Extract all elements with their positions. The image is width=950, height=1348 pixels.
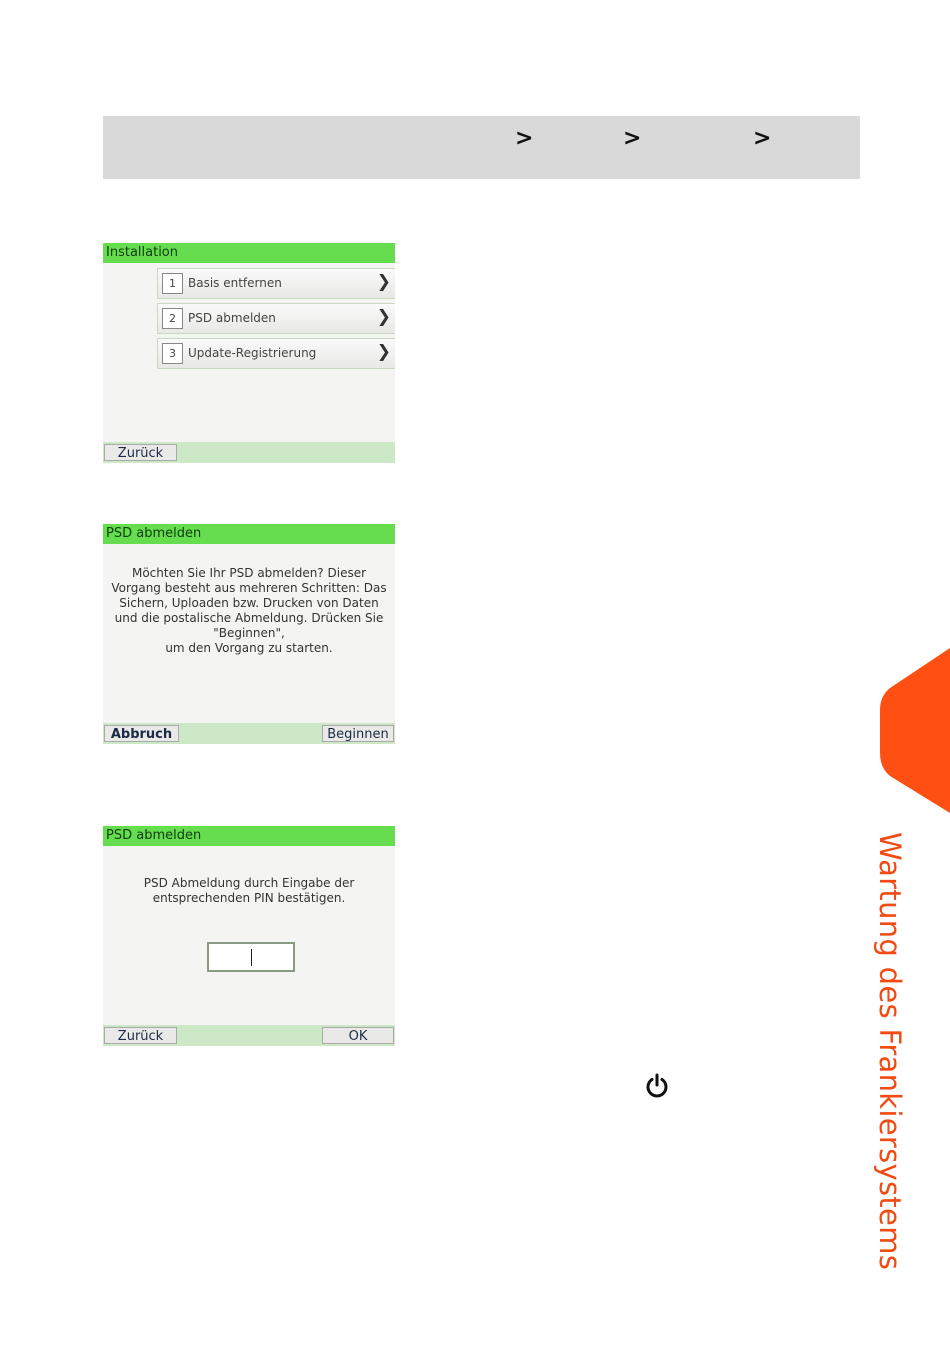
breadcrumb-separator: > bbox=[623, 126, 642, 151]
menu-number: 2 bbox=[162, 308, 183, 329]
chevron-right-icon: ❯ bbox=[376, 342, 391, 362]
menu-label: PSD abmelden bbox=[188, 311, 276, 325]
installation-screen bbox=[103, 243, 395, 463]
chevron-right-icon: ❯ bbox=[376, 272, 391, 292]
breadcrumb-separator: > bbox=[753, 126, 772, 151]
zurueck-button[interactable]: Zurück bbox=[104, 444, 177, 461]
breadcrumb-separator: > bbox=[515, 126, 534, 151]
screen-footer bbox=[103, 1025, 395, 1046]
beginnen-button[interactable]: Beginnen bbox=[322, 725, 394, 742]
menu-item-psd-abmelden[interactable] bbox=[157, 303, 395, 334]
power-icon bbox=[644, 1072, 670, 1100]
menu-label: Basis entfernen bbox=[188, 276, 282, 290]
zurueck-button[interactable]: Zurück bbox=[104, 1027, 177, 1044]
screen-title: Installation bbox=[103, 243, 395, 263]
pin-entry-screen bbox=[103, 826, 395, 1046]
screen-message: PSD Abmeldung durch Eingabe der entsprechenden PIN bestätigen. bbox=[143, 876, 355, 905]
menu-item-update-registrierung[interactable] bbox=[157, 338, 395, 369]
screen-message: Möchten Sie Ihr PSD abmelden? Dieser Vorgang besteht aus mehreren Schritten: Das Sichern, Uploaden bzw. Drucken von Daten und die postalische Abmeldung. Drücken Sie "Beginnen", um den Vorgang zu starten. bbox=[111, 566, 387, 655]
screen-title: PSD abmelden bbox=[103, 826, 395, 846]
text-cursor bbox=[251, 949, 252, 966]
ok-button[interactable]: OK bbox=[322, 1027, 394, 1044]
menu-item-basis-entfernen[interactable] bbox=[157, 268, 395, 299]
chevron-right-icon: ❯ bbox=[376, 307, 391, 327]
psd-abmelden-screen bbox=[103, 524, 395, 744]
abbruch-button[interactable]: Abbruch bbox=[104, 725, 179, 742]
pin-input[interactable] bbox=[207, 942, 295, 972]
screen-title: PSD abmelden bbox=[103, 524, 395, 544]
menu-number: 3 bbox=[162, 343, 183, 364]
menu-number: 1 bbox=[162, 273, 183, 294]
screen-footer bbox=[103, 442, 395, 463]
chapter-tab-label: Wartung des Frankiersystems bbox=[873, 832, 907, 1271]
screen-footer bbox=[103, 723, 395, 744]
menu-label: Update-Registrierung bbox=[188, 346, 317, 360]
chapter-tab-shape bbox=[880, 648, 950, 818]
breadcrumb bbox=[103, 116, 860, 179]
